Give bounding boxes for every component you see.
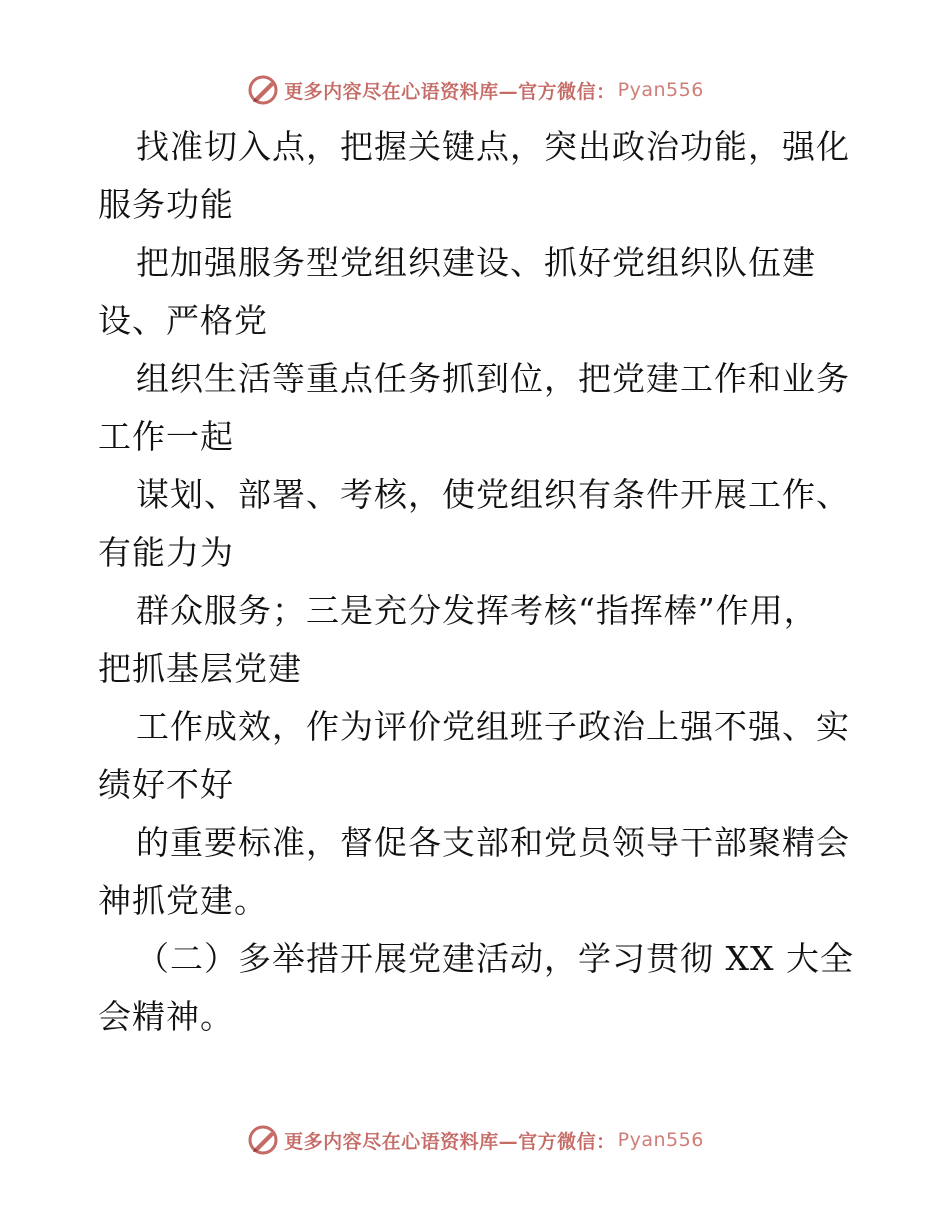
watermark-text: 更多内容尽在心语资料库—官方微信：	[284, 1130, 616, 1153]
text-line: 设、严格党	[98, 301, 268, 340]
text-line: 把抓基层党建	[98, 649, 302, 688]
text-line: 有能力为	[98, 533, 234, 572]
text-line: 绩好不好	[98, 765, 234, 804]
pen-circle-logo-icon	[246, 1123, 280, 1157]
footer-watermark	[0, 1120, 950, 1160]
pen-circle-logo-icon	[246, 73, 280, 107]
text-line: 找准切入点，把握关键点，突出政治功能，强化	[136, 127, 850, 166]
watermark-wechat-id: Pyan556	[617, 1129, 704, 1151]
text-line: 群众服务；三是充分发挥考核“指挥棒”作用，	[136, 591, 818, 630]
text-line: （二）多举措开展党建活动，学习贯彻 XX 大全	[136, 939, 854, 978]
text-line: 的重要标准，督促各支部和党员领导干部聚精会	[136, 823, 850, 862]
header-watermark	[0, 70, 950, 110]
text-line: 把加强服务型党组织建设、抓好党组织队伍建	[136, 243, 816, 282]
text-line: 服务功能	[98, 185, 234, 224]
watermark-wechat-id: Pyan556	[617, 79, 704, 101]
text-line: 谋划、部署、考核，使党组织有条件开展工作、	[136, 475, 850, 514]
text-line: 工作成效，作为评价党组班子政治上强不强、实	[136, 707, 850, 746]
document-body	[98, 118, 858, 1046]
text-line: 神抓党建。	[98, 881, 268, 920]
text-line: 组织生活等重点任务抓到位，把党建工作和业务	[136, 359, 850, 398]
watermark-text: 更多内容尽在心语资料库—官方微信：	[284, 80, 616, 103]
text-line: 会精神。	[98, 997, 234, 1036]
text-line: 工作一起	[98, 417, 234, 456]
